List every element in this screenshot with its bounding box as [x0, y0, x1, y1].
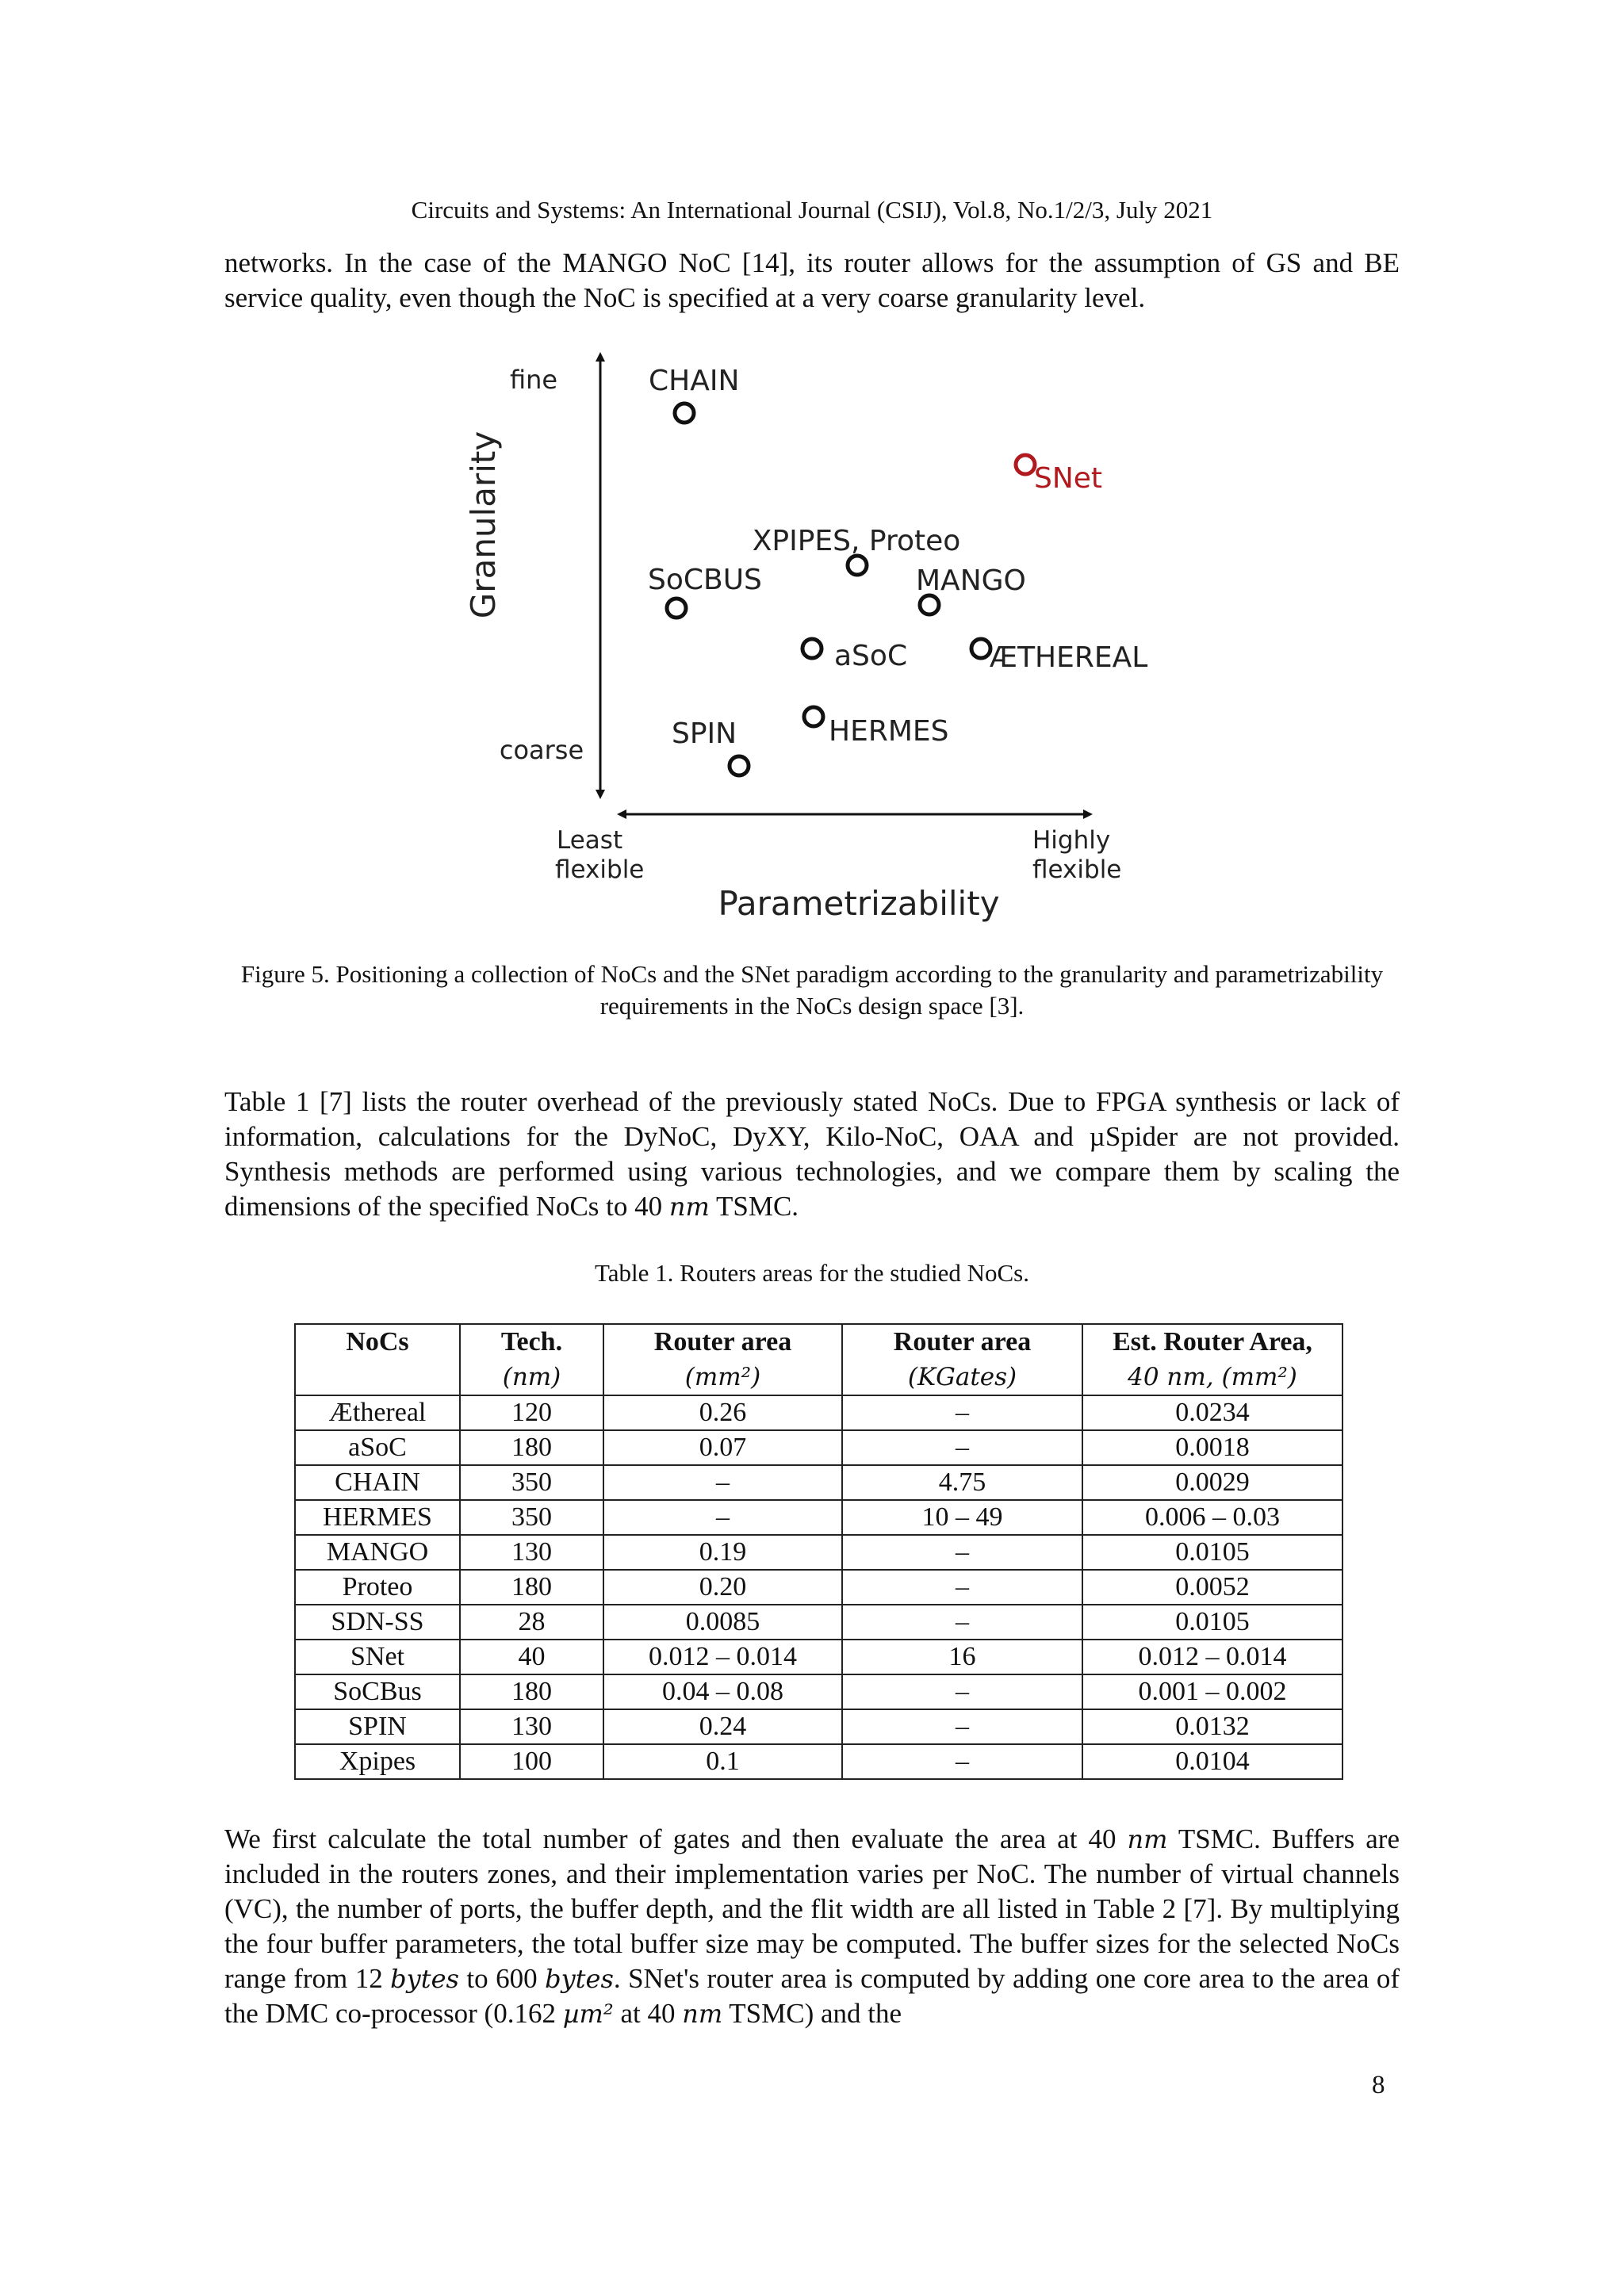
header-est-router-area	[1082, 1324, 1342, 1395]
table-row	[295, 1465, 1342, 1500]
paragraph-table-intro	[224, 1085, 1400, 1224]
p3-u2: bytes	[390, 1964, 459, 1994]
header-router-area-mm-label: Router area	[653, 1327, 792, 1357]
table-cell: 40	[460, 1640, 603, 1674]
paragraph-gates	[224, 1822, 1400, 2031]
table-row	[295, 1570, 1342, 1605]
p2-unit-nm: nm	[668, 1192, 710, 1222]
point-label: XPIPES, Proteo	[752, 525, 961, 557]
point-marker-hermes	[804, 707, 823, 726]
table-caption: Table 1. Routers areas for the studied NoCs.	[595, 1259, 1029, 1287]
table-row	[295, 1640, 1342, 1674]
table-cell: 0.012 – 0.014	[603, 1640, 842, 1674]
table-cell: –	[603, 1465, 842, 1500]
point-label: ÆTHEREAL	[990, 641, 1148, 674]
p3-s3: to 600	[458, 1963, 546, 1994]
table-cell: –	[842, 1535, 1082, 1570]
table-cell: 0.0105	[1082, 1535, 1342, 1570]
point-label: aSoC	[834, 640, 908, 672]
table-cell: 0.24	[603, 1709, 842, 1744]
table-cell: –	[842, 1709, 1082, 1744]
table-cell: 0.04 – 0.08	[603, 1674, 842, 1709]
table-cell: 0.20	[603, 1570, 842, 1605]
table-cell: aSoC	[295, 1430, 460, 1465]
table-cell: HERMES	[295, 1500, 460, 1535]
point-marker-socbus	[667, 599, 686, 618]
table-body	[295, 1395, 1342, 1779]
table-row	[295, 1744, 1342, 1779]
table-cell: –	[842, 1430, 1082, 1465]
header-router-area-mm	[603, 1324, 842, 1395]
y-axis-label: Granularity	[464, 430, 503, 619]
table-cell: 0.012 – 0.014	[1082, 1640, 1342, 1674]
p3-s4: . SNet's router area is computed by adding one core area to the area of the DMC co-processor (0.162	[224, 1963, 1400, 2029]
point-marker-asoc	[802, 639, 822, 658]
table-row	[295, 1674, 1342, 1709]
x-left-label-line2: flexible	[555, 855, 645, 884]
paragraph-gates-text	[224, 1822, 1400, 2031]
p3-s6: TSMC) and the	[722, 1998, 902, 2029]
point-marker-spin	[730, 756, 749, 775]
p3-s1: We first calculate the total number of gates and then evaluate the area at 40	[224, 1823, 1128, 1854]
table-cell: 100	[460, 1744, 603, 1779]
point-marker--thereal	[971, 639, 990, 658]
table-cell: 0.006 – 0.03	[1082, 1500, 1342, 1535]
table-row	[295, 1500, 1342, 1535]
table-row	[295, 1535, 1342, 1570]
x-right-label-line2: flexible	[1032, 855, 1122, 884]
y-bottom-label: coarse	[499, 735, 584, 765]
journal-header: Circuits and Systems: An International Journal (CSIJ), Vol.8, No.1/2/3, July 2021	[411, 196, 1213, 224]
table-cell: Æthereal	[295, 1395, 460, 1430]
p3-s5: at 40	[613, 1998, 683, 2029]
plot-points	[648, 365, 1147, 775]
table-row	[295, 1709, 1342, 1744]
table-row	[295, 1430, 1342, 1465]
point-marker-mango	[920, 595, 939, 614]
table-cell: 0.0132	[1082, 1709, 1342, 1744]
header-nocs	[295, 1324, 460, 1395]
x-axis-label: Parametrizability	[718, 884, 1000, 923]
header-tech-label: Tech.	[500, 1327, 563, 1357]
header-router-area-mm-unit: (mm²)	[684, 1363, 761, 1391]
table-cell: 0.001 – 0.002	[1082, 1674, 1342, 1709]
y-top-label: fine	[509, 365, 558, 395]
paragraph-intro-text: networks. In the case of the MANGO NoC [14], its router allows for the assumption of GS and BE service quality, even though the NoC is specified at a very coarse granularity level.	[224, 247, 1400, 313]
table-cell: 180	[460, 1570, 603, 1605]
design-space-plot	[444, 341, 1174, 943]
table-cell: 0.26	[603, 1395, 842, 1430]
table-cell: 130	[460, 1709, 603, 1744]
table-cell: –	[842, 1744, 1082, 1779]
table-cell: 120	[460, 1395, 603, 1430]
table-cell: Proteo	[295, 1570, 460, 1605]
p3-s2: TSMC. Buffers are included in the routers zones, and their implementation varies per NoC. The number of virtual channels (VC), the number of ports, the buffer depth, and the flit width are all listed in Table 2 [7]. By multiplying the four buffer parameters, the total buffer size may be computed. The buffer sizes for the selected NoCs range from 12	[224, 1823, 1400, 1994]
table-cell: 0.0029	[1082, 1465, 1342, 1500]
table-cell: –	[842, 1674, 1082, 1709]
table-cell: 180	[460, 1674, 603, 1709]
table-cell: 16	[842, 1640, 1082, 1674]
x-right-label-line1: Highly	[1032, 826, 1111, 855]
table-cell: –	[842, 1395, 1082, 1430]
table-row	[295, 1605, 1342, 1640]
point-label: HERMES	[829, 715, 949, 748]
p3-u1: nm	[1127, 1824, 1168, 1854]
header-router-area-kgates-unit: (KGates)	[907, 1363, 1017, 1391]
table-cell: 0.0104	[1082, 1744, 1342, 1779]
table-cell: 0.0234	[1082, 1395, 1342, 1430]
point-label: SoCBUS	[648, 564, 762, 596]
p2-text-b: TSMC.	[709, 1191, 799, 1222]
header-tech-unit: (nm)	[502, 1363, 561, 1391]
table-cell: CHAIN	[295, 1465, 460, 1500]
table-cell: SPIN	[295, 1709, 460, 1744]
header-est-router-area-label: Est. Router Area,	[1113, 1327, 1312, 1357]
table-cell: 0.1	[603, 1744, 842, 1779]
header-est-router-area-unit: 40 nm, (mm²)	[1128, 1363, 1297, 1391]
point-marker-chain	[675, 404, 694, 423]
point-label: SPIN	[672, 718, 737, 750]
table-cell: 0.07	[603, 1430, 842, 1465]
table-cell: Xpipes	[295, 1744, 460, 1779]
table-cell: 350	[460, 1465, 603, 1500]
figure-caption: Figure 5. Positioning a collection of NoCs and the SNet paradigm according to the granularity and parametrizability requirements in the NoCs design space [3].	[240, 960, 1384, 1020]
table-cell: 4.75	[842, 1465, 1082, 1500]
table-cell: 180	[460, 1430, 603, 1465]
table-cell: MANGO	[295, 1535, 460, 1570]
p3-u4: µm²	[562, 1999, 614, 2029]
table-cell: 0.19	[603, 1535, 842, 1570]
point-label: SNet	[1034, 462, 1103, 495]
paragraph-table-intro-text	[224, 1085, 1400, 1224]
table-cell: 130	[460, 1535, 603, 1570]
header-nocs-label: NoCs	[346, 1327, 409, 1357]
table-header-row	[295, 1324, 1342, 1395]
paragraph-intro	[224, 246, 1400, 316]
table-cell: –	[842, 1605, 1082, 1640]
table-cell: SoCBus	[295, 1674, 460, 1709]
table-cell: 350	[460, 1500, 603, 1535]
table-cell: 0.0085	[603, 1605, 842, 1640]
table-row	[295, 1395, 1342, 1430]
table-cell: SNet	[295, 1640, 460, 1674]
table-cell: 10 – 49	[842, 1500, 1082, 1535]
header-router-area-kgates	[842, 1324, 1082, 1395]
table-cell: –	[842, 1570, 1082, 1605]
point-label: MANGO	[916, 564, 1026, 597]
point-marker-snet	[1016, 455, 1035, 474]
header-router-area-kgates-label: Router area	[893, 1327, 1032, 1357]
table-cell: SDN-SS	[295, 1605, 460, 1640]
table-cell: 0.0105	[1082, 1605, 1342, 1640]
p3-u5: nm	[682, 1999, 723, 2029]
point-label: CHAIN	[649, 365, 740, 397]
table-cell: –	[603, 1500, 842, 1535]
page-number: 8	[1372, 2071, 1385, 2099]
p2-text-a: Table 1 [7] lists the router overhead of the previously stated NoCs. Due to FPGA synthesis or lack of information, calculations for the DyNoC, DyXY, Kilo-NoC, OAA and µSpider are not provided. Synthesis methods are performed using various technologies, and we compare them by scaling the dimensions of the specified NoCs to 40	[224, 1086, 1400, 1222]
header-tech	[460, 1324, 603, 1395]
p3-u3: bytes	[545, 1964, 614, 1994]
figure-5	[444, 341, 1174, 943]
table-cell: 0.0052	[1082, 1570, 1342, 1605]
table-cell: 0.0018	[1082, 1430, 1342, 1465]
table-cell: 28	[460, 1605, 603, 1640]
point-marker-xpipes-proteo	[848, 556, 867, 575]
router-area-table	[294, 1323, 1343, 1780]
x-left-label-line1: Least	[557, 826, 623, 855]
